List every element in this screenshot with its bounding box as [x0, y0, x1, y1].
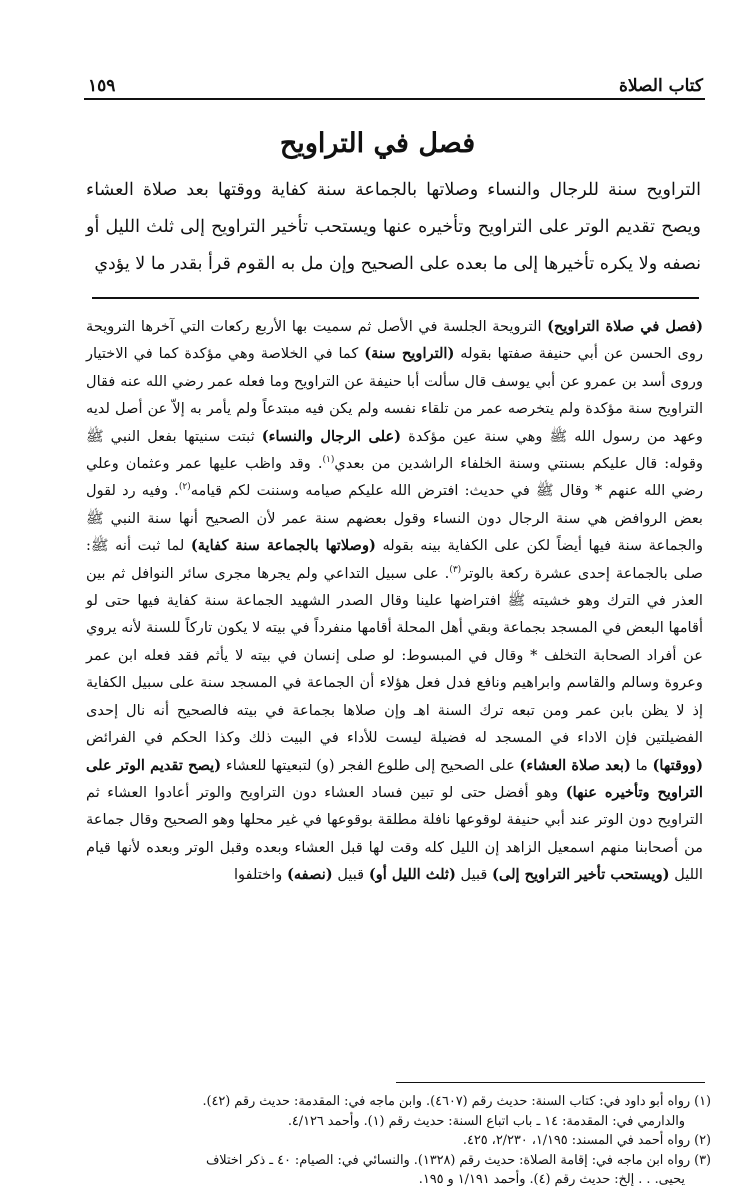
- footnote-1: [86, 1092, 711, 1131]
- matn-quote: (وصلاتها بالجماعة سنة كفاية): [190, 537, 376, 555]
- matn-quote: (فصل في صلاة التراويح): [547, 318, 703, 335]
- commentary-segment: واختلفوا: [233, 866, 287, 884]
- matn-quote: (ثلث الليل أو): [368, 866, 456, 884]
- commentary-segment: وهو أفضل حتى لو تبين فساد العشاء دون التراويح والوتر أعادوا العشاء ثم التراويح دون الوتر عند أبي حنيفة لوقوعها نافلة مطلقة بوقوعها في غير محلها وهو الصحيح وقال جماعة من أصحابنا منهم اسمعيل الزاهد إن الليل كله وقت لها قبل العشاء وبعده وقبل الوتر وبعده لأنها قيام الليل: [86, 783, 703, 884]
- commentary-text: [86, 313, 703, 889]
- footnote-1-line-1: (١) رواه أبو داود في: كتاب السنة: حديث رقم (٤٦٠٧). وابن ماجه في: المقدمة: حديث رقم (٤٢).: [202, 1094, 711, 1109]
- matn-quote: (ويستحب تأخير التراويح إلى): [492, 866, 670, 884]
- commentary-segment: . على سبيل التداعي ولم يجرها مجرى سائر النوافل ثم بين العذر في الترك وهو خشيته ﷺ افتراضها علينا وقال الصدر الشهيد الجماعة سنة كفاية فيها حتى لو أقامها البعض في المسجد بجماعة وبقي أهل المحلة أقامها منفرداً في بيته لا يكون تاركاً للسنة لأنه يروي عن أفراد الصحابة التخلف * وقال في المبسوط: لو صلى إنسان في بيته لا يأثم فقد فعله ابن عمر وعروة وسالم والقاسم وابراهيم ونافع فدل فعل هؤلاء أن الجماعة في المسجد سنة على سبيل الكفاية إذ لا يظن بابن عمر ومن تبعه ترك السنة اهـ وإن صلاها بجماعة في بيته فالصحيح أنه نال إحدى الفضيلتين فإن الاداء في المسجد له فضيلة ليست للأداء في البيت ذلك وكذا الحكم في الفرائض: [86, 564, 703, 747]
- matn-quote: (على الرجال والنساء): [261, 427, 402, 445]
- commentary-segment: على الصحيح إلى طلوع الفجر (و) لتبعيتها للعشاء: [221, 756, 520, 774]
- matn-quote: (بعد صلاة العشاء): [519, 756, 631, 774]
- footnote-rule: [396, 1082, 705, 1083]
- commentary-segment: الترويحة الجلسة في الأصل ثم سميت بها الأربع ركعات التي آخرها الترويحة روى الحسن عن أبي حنيفة صفتها بقوله: [86, 318, 704, 363]
- page-number: ١٥٩: [88, 76, 116, 96]
- footnote-marker: (١): [322, 455, 335, 466]
- header-rule: [84, 98, 705, 100]
- footnote-3: [86, 1151, 711, 1190]
- commentary-segment: . وفيه رد لقول بعض الروافض هي سنة الرجال دون النساء وقول بعضهم سنة عمر لأن الصحيح أنها سنة النبي ﷺ والجماعة سنة فيها أيضاً لكن على الكفاية بينه بقوله: [86, 482, 704, 555]
- running-title: كتاب الصلاة: [618, 76, 703, 96]
- commentary-segment: . وقد واظب عليها عمر وعثمان وعلي رضي الله عنهم * وقال ﷺ في حديث: افترض الله عليكم صيامه وسننت لكم قيامه: [86, 455, 703, 500]
- footnote-marker: (٣): [449, 564, 462, 575]
- footnote-2-line-1: (٢) رواه أحمد في المسند: ١/١٩٥، ٢/٢٣٠، ٤٢٥.: [462, 1133, 711, 1148]
- footnote-3-line-2: يحيى. . . إلخ: حديث رقم (٤). وأحمد ١/١٩١ و ١٩٥.: [418, 1172, 685, 1187]
- matn-quote: (يصح تقديم الوتر على التراويح وتأخيره عنها): [86, 756, 703, 801]
- matn-quote: (التراويح سنة): [364, 345, 455, 363]
- commentary-segment: كما في الخلاصة وهي مؤكدة كما في الاختيار وروى أسد بن عمرو عن أبي يوسف قال سألت أبا حنيفة عن التراويح وما فعله عمر رضي الله عنه فقال التراويح سنة مؤكدة ولم يتخرصه عمر من تلقاء نفسه ولم يكن فيه مبتدعاً ولم يأمر به إلاّ عن أصل لديه وعهد من رسول الله ﷺ وهي سنة عين مؤكدة: [86, 345, 703, 445]
- commentary-segment: ثبتت سنيتها بفعل النبي ﷺ وقوله: قال عليكم بسنتي وسنة الخلفاء الراشدين من بعدي: [86, 427, 703, 473]
- page-header: [88, 60, 703, 96]
- footnote-2: [86, 1131, 711, 1151]
- text-divider: [92, 297, 699, 299]
- chapter-title: فصل في التراويح: [279, 128, 476, 159]
- footnotes: [86, 1092, 711, 1190]
- footnote-1-line-2: والدارمي في: المقدمة: ١٤ ـ باب اتباع السنة: حديث رقم (١). وأحمد ٤/١٢٦.: [287, 1113, 685, 1129]
- commentary-segment: قبيل: [455, 866, 493, 884]
- commentary-segment: لما ثبت أنه ﷺ: صلى بالجماعة إحدى عشرة ركعة بالوتر: [86, 537, 703, 582]
- commentary-segment: قبيل: [332, 866, 369, 884]
- main-text: التراويح سنة للرجال والنساء وصلاتها بالجماعة سنة كفاية ووقتها بعد صلاة العشاء ويصح تقديم الوتر على التراويح وتأخيره عنها ويستحب تأخير التراويح إلى ثلث الليل أو نصفه ولا يكره تأخيرها إلى ما بعده على الصحيح وإن مل به القوم قرأ بقدر ما لا يؤدي: [86, 180, 701, 274]
- footnote-marker: (٢): [178, 482, 191, 493]
- footnote-3-line-1: (٣) رواه ابن ماجه في: إقامة الصلاة: حديث رقم (١٣٢٨). والنسائي في: الصيام: ٤٠ ـ ذكر اختلاف: [206, 1152, 711, 1168]
- matn-quote: (ووقتها): [652, 756, 703, 774]
- commentary-segment: ما: [630, 756, 653, 774]
- matn-quote: (نصفه): [286, 866, 333, 884]
